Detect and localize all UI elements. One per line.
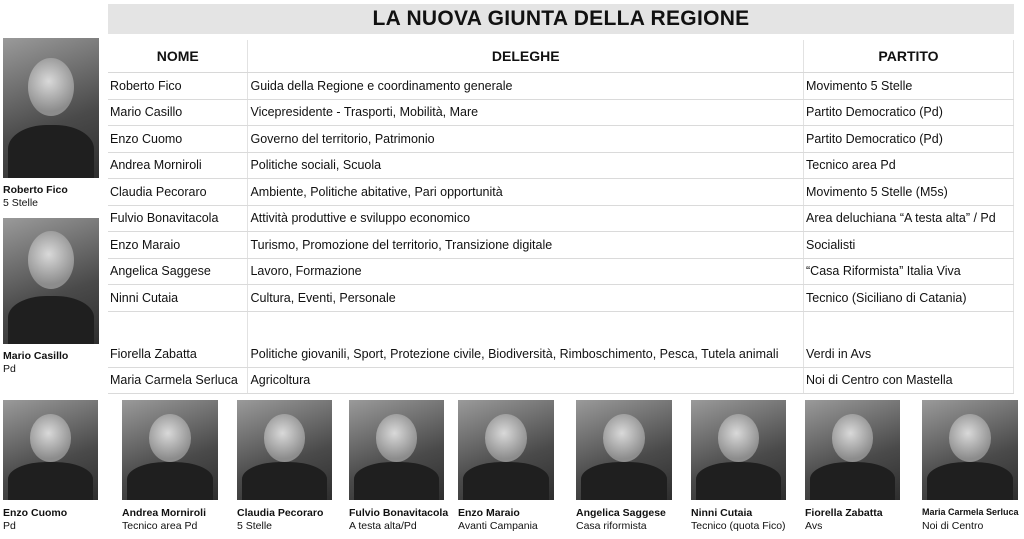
- photo-caption-party: Pd: [3, 363, 16, 375]
- table-row: [108, 126, 1014, 153]
- cell-partito: Socialisti: [804, 232, 1014, 259]
- table-row: [108, 99, 1014, 126]
- table-row: [108, 285, 1014, 312]
- table-row: [108, 232, 1014, 259]
- portrait-photo: [805, 400, 900, 500]
- giunta-table: [108, 40, 1014, 394]
- cell-partito: Tecnico (Siciliano di Catania): [804, 285, 1014, 312]
- portrait-photo: [237, 400, 332, 500]
- photo-caption-party: Avanti Campania: [458, 520, 538, 532]
- photo-caption-name: Mario Casillo: [3, 350, 69, 362]
- cell-partito: Movimento 5 Stelle: [804, 73, 1014, 100]
- cell-partito: Tecnico area Pd: [804, 152, 1014, 179]
- title-bar: [108, 4, 1014, 34]
- photo-caption-party: Tecnico (quota Fico): [691, 520, 786, 532]
- photo-caption-name: Fiorella Zabatta: [805, 507, 883, 519]
- photo-caption-name: Roberto Fico: [3, 184, 68, 196]
- photo-caption-name: Angelica Saggese: [576, 507, 666, 519]
- table-row: [108, 311, 1014, 367]
- cell-nome: Fiorella Zabatta: [108, 311, 248, 367]
- portrait-photo: [122, 400, 218, 500]
- photo-caption-party: Pd: [3, 520, 16, 532]
- table-row: [108, 179, 1014, 206]
- cell-nome: Angelica Saggese: [108, 258, 248, 285]
- cell-nome: Maria Carmela Serluca: [108, 367, 248, 394]
- cell-nome: Mario Casillo: [108, 99, 248, 126]
- photo-caption-name: Claudia Pecoraro: [237, 507, 324, 519]
- photo-caption-party: Avs: [805, 520, 823, 532]
- portrait-photo: [576, 400, 672, 500]
- table-row: [108, 205, 1014, 232]
- table-row: [108, 152, 1014, 179]
- cell-deleghe: Attività produttive e sviluppo economico: [248, 205, 804, 232]
- photo-caption-name: Enzo Maraio: [458, 507, 520, 519]
- cell-deleghe: Guida della Regione e coordinamento generale: [248, 73, 804, 100]
- cell-deleghe: Agricoltura: [248, 367, 804, 394]
- cell-partito: Verdi in Avs: [804, 311, 1014, 367]
- table-row: [108, 258, 1014, 285]
- portrait-photo: [922, 400, 1018, 500]
- page-title: LA NUOVA GIUNTA DELLA REGIONE: [372, 7, 750, 30]
- photo-caption-party: A testa alta/Pd: [349, 520, 417, 532]
- cell-partito: Noi di Centro con Mastella: [804, 367, 1014, 394]
- cell-partito: Movimento 5 Stelle (M5s): [804, 179, 1014, 206]
- cell-deleghe: Turismo, Promozione del territorio, Transizione digitale: [248, 232, 804, 259]
- cell-nome: Fulvio Bonavitacola: [108, 205, 248, 232]
- cell-deleghe: Politiche sociali, Scuola: [248, 152, 804, 179]
- photo-caption-name: Ninni Cutaia: [691, 507, 753, 519]
- cell-partito: Partito Democratico (Pd): [804, 99, 1014, 126]
- portrait-photo: [3, 38, 99, 178]
- header-deleghe: DELEGHE: [248, 40, 804, 73]
- cell-partito: “Casa Riformista” Italia Viva: [804, 258, 1014, 285]
- cell-deleghe: Vicepresidente - Trasporti, Mobilità, Mare: [248, 99, 804, 126]
- cell-nome: Claudia Pecoraro: [108, 179, 248, 206]
- header-partito: PARTITO: [804, 40, 1014, 73]
- portrait-photo: [3, 218, 99, 344]
- photo-caption-name: Andrea Morniroli: [122, 507, 207, 519]
- cell-nome: Enzo Cuomo: [108, 126, 248, 153]
- photo-caption-party: Noi di Centro: [922, 520, 984, 532]
- photo-caption-party: Tecnico area Pd: [122, 520, 198, 532]
- cell-deleghe: Cultura, Eventi, Personale: [248, 285, 804, 312]
- cell-nome: Enzo Maraio: [108, 232, 248, 259]
- table-row: [108, 367, 1014, 394]
- cell-deleghe: Lavoro, Formazione: [248, 258, 804, 285]
- cell-partito: Area deluchiana “A testa alta” / Pd: [804, 205, 1014, 232]
- portrait-photo: [458, 400, 554, 500]
- cell-nome: Andrea Morniroli: [108, 152, 248, 179]
- header-nome: NOME: [108, 40, 248, 73]
- photo-caption-party: 5 Stelle: [237, 520, 273, 532]
- photo-caption-name: Fulvio Bonavitacola: [349, 507, 449, 519]
- table-row: [108, 73, 1014, 100]
- cell-partito: Partito Democratico (Pd): [804, 126, 1014, 153]
- photo-caption-party: Casa riformista: [576, 520, 647, 532]
- cell-deleghe: Ambiente, Politiche abitative, Pari opportunità: [248, 179, 804, 206]
- table-header-row: [108, 40, 1014, 73]
- photo-caption-name: Maria Carmela Serluca: [922, 507, 1019, 517]
- cell-deleghe: Politiche giovanili, Sport, Protezione civile, Biodiversità, Rimboschimento, Pesca, Tutela animali: [248, 311, 804, 367]
- photo-caption-party: 5 Stelle: [3, 197, 39, 209]
- cell-deleghe: Governo del territorio, Patrimonio: [248, 126, 804, 153]
- cell-nome: Ninni Cutaia: [108, 285, 248, 312]
- portrait-photo: [3, 400, 98, 500]
- portrait-photo: [691, 400, 786, 500]
- portrait-photo: [349, 400, 444, 500]
- cell-nome: Roberto Fico: [108, 73, 248, 100]
- photo-caption-name: Enzo Cuomo: [3, 507, 68, 519]
